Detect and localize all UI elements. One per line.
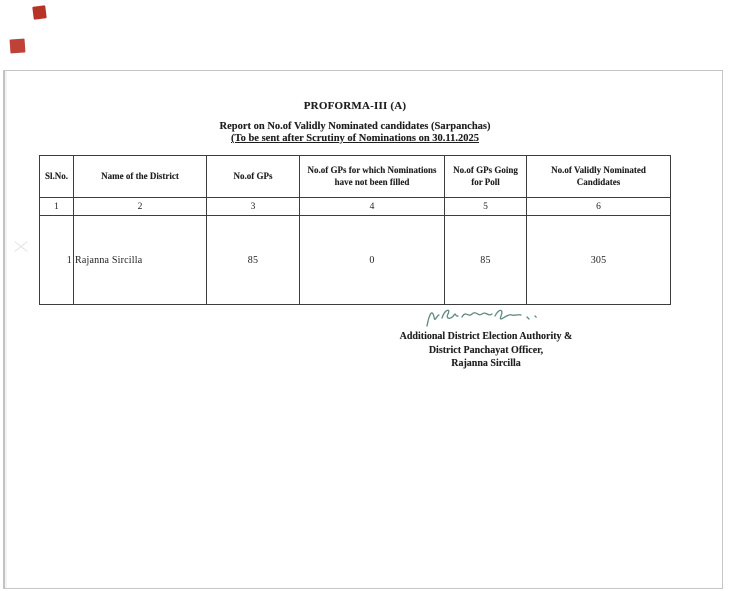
cell-district-name: Rajanna Sircilla [74, 216, 207, 305]
column-number: 4 [300, 198, 445, 216]
header-no-of-gps: No.of GPs [207, 156, 300, 198]
cell-validly-nominated: 305 [527, 216, 671, 305]
cell-gps-going-for-poll: 85 [445, 216, 527, 305]
column-number: 3 [207, 198, 300, 216]
header-validly-nominated: No.of Validly Nominated Candidates [527, 156, 671, 198]
scan-fold-artifact [13, 239, 29, 255]
header-district-name: Name of the District [74, 156, 207, 198]
document-subtitle: Report on No.of Validly Nominated candidates (Sarpanchas) [219, 121, 491, 132]
column-number-row [40, 198, 671, 216]
handwritten-signature-icon [421, 305, 551, 331]
document-title: PROFORMA-III (A) [303, 100, 407, 112]
header-gps-going-for-poll: No.of GPs Going for Poll [445, 156, 527, 198]
signatory-district: Rajanna Sircilla [451, 358, 521, 369]
cell-nominations-not-filled: 0 [300, 216, 445, 305]
document-page [3, 70, 723, 589]
header-nominations-not-filled: No.of GPs for which Nominations have not been filled [300, 156, 445, 198]
red-scan-mark-top [32, 5, 46, 19]
nominations-report-table [39, 155, 671, 305]
column-number: 5 [445, 198, 527, 216]
document-note: (To be sent after Scrutiny of Nominations on 30.11.2025 [231, 133, 479, 144]
header-sl-no: Sl.No. [40, 156, 74, 198]
cell-sl-no: 1 [40, 216, 74, 305]
signature-block [351, 305, 621, 371]
column-number: 1 [40, 198, 74, 216]
column-number: 2 [74, 198, 207, 216]
cell-no-of-gps: 85 [207, 216, 300, 305]
table-header-row [40, 156, 671, 198]
red-scan-mark-left [10, 38, 26, 53]
document-header [35, 100, 675, 144]
signatory-designation-line1: Additional District Election Authority & [399, 331, 573, 342]
table-row [40, 216, 671, 305]
column-number: 6 [527, 198, 671, 216]
signatory-designation-line2: District Panchayat Officer, [428, 344, 544, 356]
